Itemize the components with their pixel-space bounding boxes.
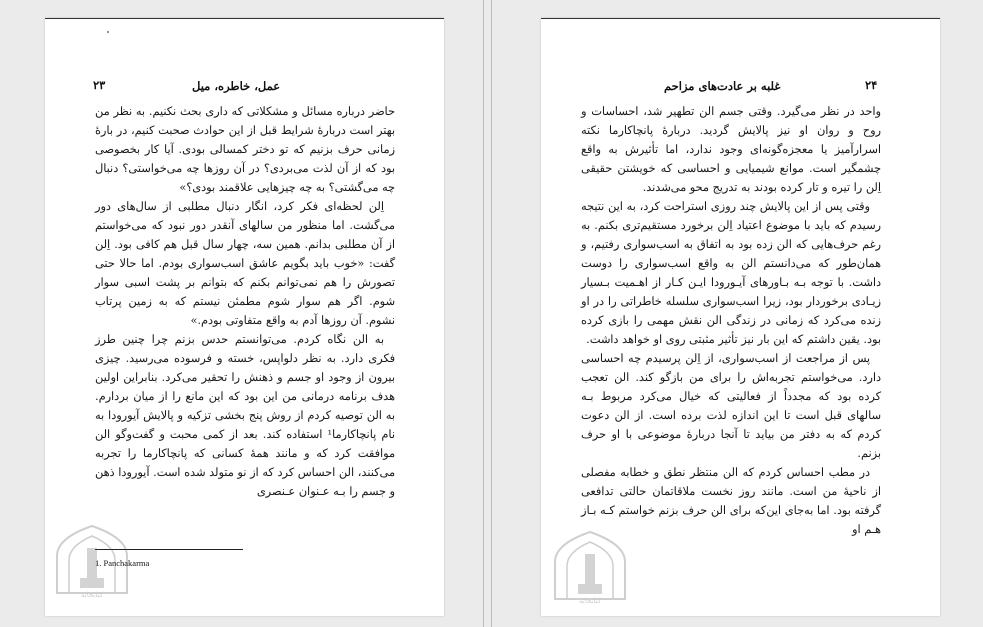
running-title: غلبه بر عادت‌های مزاحم [664,79,781,93]
library-stamp-icon [545,524,635,604]
footnote: 1. Panchakarma [95,558,150,568]
paragraph: پس از مراجعت از اسب‌سواری، از اِلن پرسیدم چه احساسی دارد. می‌خواستم تجربه‌اش را برای من بازگو کند. الن تعجب کرده بود که مجدداً از فعالیتی که خیال می‌کرد مربوط بـه سالهای قبل است تا این اندازه لذت برده است. از الن دعوت کردم که به دفتر من بیاید تا آنجا دربارهٔ موضوعی با او حرف بزنم. [581,352,881,460]
paragraph: حاضر درباره مسائل و مشکلاتی که داری بحث نکنیم. به نظر من بهتر است دربارهٔ شرایط قبل از این حوادث صحبت کنیم، در بارهٔ زمانی حرف بزنیم که تو دختر کمسالی بودی. آیا کار بخصوصی بود که از آن لذت می‌بردی؟ در آن روزها چه می‌خواستی؟ دنبال چه می‌گشتی؟ به چه چیزهایی علاقمند بودی؟» [95,105,395,194]
page-top-rule [541,18,940,19]
page-header [45,78,444,98]
stamp-label: کتابخانه [81,591,103,598]
running-title: عمل، خاطره، میل [192,79,281,93]
page-header [541,78,940,98]
paragraph: به الن نگاه کردم. می‌توانستم حدس بزنم چرا چنین طرز فکری دارد. به نظر دلواپس، خسته و فرسوده می‌رسید. چیزی بیرون از وجود او جسم و ذهنش را تحقیر می‌کرد. بنابراین اولین هدف برنامه درمانی من این بود که این مانع را از میان بردارم. به الن توصیه کردم از روش پنج بخشی تزکیه و پالایش آیورودا به نام پانچاکارما¹ استفاده کند. بعد از کمی محبت و گفت‌وگو الن موافقت کرد که و مانند همهٔ کسانی که پانچاکارما را تجربه می‌کنند، الن احساس کرد که از نو متولد شده است. آیورودا ذهن و جسم را بـه عـنوان عـنصری [95,333,396,498]
book-gutter-line-2 [491,0,492,627]
page-number: ۲۳ [93,78,106,92]
page-top-rule [45,18,444,19]
book-gutter-line [483,0,484,627]
paragraph: وقتی پس از این پالایش چند روزی استراحت کرد، به این نتیجه رسیدم که باید با موضوع اعتیاد اِلن برخورد مستقیم‌تری بکنم. به رغم حرف‌هایی که الن زده بود به اتفاق به اسب‌سواری رفتیم، و همان‌طور که می‌دانستم الن به واقع اسب‌سواری را دوست داشت. با توجه بـه بـاورهای آیـورودا ایـن کـار از اهـمیت بـسیار زیـادی برخوردار بود، زیرا اسب‌سواری سلسله خاطراتی را در او زنده می‌کرد که زمانی در زندگی الن نقش مهمی را بازی کرده بود. یقین داشتم که این بار نیز تأثیر مثبتی روی او خواهد داشت. [581,200,881,346]
page-body [95,102,395,501]
page-body [581,102,881,539]
paragraph: در مطب احساس کردم که الن منتظر نطق و خطابه مفصلی از ناحیهٔ من است. مانند روز نخست ملاقاتمان حالتی تدافعی گرفته بود. اما به‌جای این‌که برای الن حرف بزنم خواستم کـه بـاز هـم او [581,466,881,536]
page-speck [107,31,109,33]
library-stamp-icon [47,518,137,598]
left-page [45,18,444,616]
paragraph: واحد در نظر می‌گیرد. وقتی جسم الن تطهیر شد، احساسات و روح و روان او نیز پالایش گردید. دربارهٔ پانچاکارما نکته اسرارآمیز یا معجزه‌گونه‌ای وجود ندارد، اما تأثیرش به واقع چشمگیر است. موانع شیمیایی و احساسی که خویشتن حقیقی اِلن را تیره و تار کرده بودند به تدریج محو می‌شدند. [581,105,881,194]
page-number: ۲۴ [865,78,878,92]
stamp-label: کتابخانه [579,597,601,604]
right-page [541,18,940,616]
paragraph: اِلن لحظه‌ای فکر کرد، انگار دنبال مطلبی از سال‌های دور می‌گشت. اما منظور من سالهای آنقدر دور نبود که می‌خواستم از آن مطلبی بدانم. همین سه، چهار سال قبل هم کافی بود. اِلن گفت: «خوب باید بگویم عاشق اسب‌سواری بودم. اما حالا حتی تصورش را هم نمی‌توانم بکنم که بتوانم بر پشت اسبی سوار شوم. اگر هم سوار شوم مطمئن نیستم که به زمین پرتاب نشوم. آن روزها آدم به واقع متفاوتی بودم.» [95,200,395,327]
